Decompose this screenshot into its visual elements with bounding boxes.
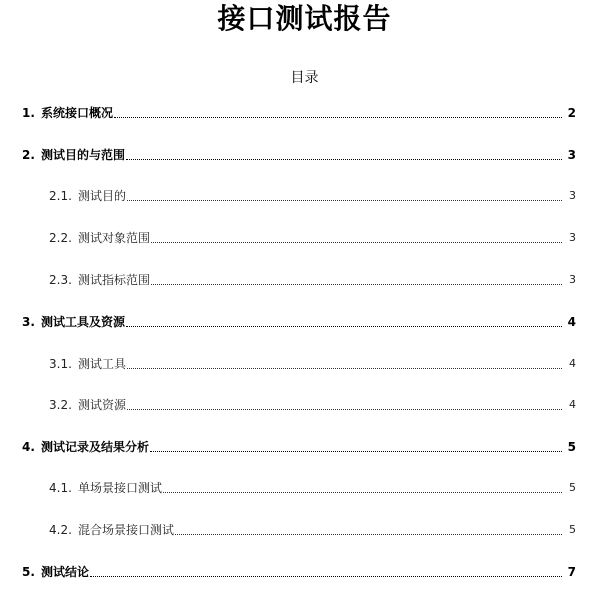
toc-dot-leader	[126, 159, 562, 160]
toc-dot-leader	[114, 117, 562, 118]
toc-entry-text: 测试工具	[78, 357, 127, 371]
toc-dot-leader	[90, 576, 562, 577]
toc-entry-page: 4	[569, 398, 576, 411]
toc-entry-5[interactable]	[0, 561, 609, 581]
toc-entry-text: 单场景接口测试	[78, 481, 163, 495]
toc-heading: 目录	[290, 70, 319, 86]
toc-dot-leader	[163, 492, 562, 493]
toc-entry-text: 混合场景接口测试	[78, 523, 175, 537]
toc-entry-number: 4.1.	[49, 481, 72, 495]
toc-entry-page: 4	[567, 315, 576, 329]
toc-entry-number: 2.2.	[49, 231, 72, 245]
toc-entry-4[interactable]	[0, 436, 609, 456]
toc-entry-1[interactable]	[0, 102, 609, 122]
toc-entry-number: 1.	[22, 106, 35, 120]
toc-entry-3-1[interactable]	[0, 353, 609, 373]
toc-entry-text: 系统接口概况	[41, 106, 114, 120]
toc-dot-leader	[151, 242, 562, 243]
toc-dot-leader	[127, 409, 562, 410]
toc-entry-page: 3	[569, 189, 576, 202]
toc-entry-number: 5.	[22, 565, 35, 579]
toc-dot-leader	[127, 368, 562, 369]
toc-dot-leader	[151, 284, 562, 285]
toc-entry-text: 测试对象范围	[78, 231, 151, 245]
toc-entry-page: 3	[569, 231, 576, 244]
toc-entry-text: 测试记录及结果分析	[41, 440, 150, 454]
toc-entry-number: 3.1.	[49, 357, 72, 371]
toc-dot-leader	[126, 326, 562, 327]
toc-entry-text: 测试目的与范围	[41, 148, 126, 162]
toc-entry-number: 3.	[22, 315, 35, 329]
toc-entry-page: 5	[569, 523, 576, 536]
toc-entry-2-1[interactable]	[0, 185, 609, 205]
toc-entry-number: 4.2.	[49, 523, 72, 537]
toc-entry-4-1[interactable]	[0, 477, 609, 497]
toc-entry-text: 测试结论	[41, 565, 90, 579]
toc-entry-number: 2.	[22, 148, 35, 162]
toc-entry-number: 2.1.	[49, 189, 72, 203]
toc-entry-page: 5	[567, 440, 576, 454]
toc-entry-4-2[interactable]	[0, 519, 609, 539]
toc-dot-leader	[150, 451, 562, 452]
toc-entry-text: 测试工具及资源	[41, 315, 126, 329]
toc-dot-leader	[127, 200, 562, 201]
toc-entry-3[interactable]	[0, 311, 609, 331]
toc-entry-2-3[interactable]	[0, 269, 609, 289]
toc-entry-2-2[interactable]	[0, 227, 609, 247]
toc-entry-page: 3	[569, 273, 576, 286]
toc-entry-number: 4.	[22, 440, 35, 454]
toc-entry-page: 4	[569, 357, 576, 370]
document-title: 接口测试报告	[217, 2, 392, 35]
toc-entry-3-2[interactable]	[0, 394, 609, 414]
toc-entry-page: 2	[567, 106, 576, 120]
toc-entry-number: 2.3.	[49, 273, 72, 287]
toc-entry-text: 测试目的	[78, 189, 127, 203]
toc-dot-leader	[175, 534, 562, 535]
toc-entry-2[interactable]	[0, 144, 609, 164]
toc-entry-text: 测试指标范围	[78, 273, 151, 287]
toc-entry-page: 7	[567, 565, 576, 579]
toc-entry-number: 3.2.	[49, 398, 72, 412]
toc-entry-text: 测试资源	[78, 398, 127, 412]
toc-entry-page: 3	[567, 148, 576, 162]
toc-entry-page: 5	[569, 481, 576, 494]
